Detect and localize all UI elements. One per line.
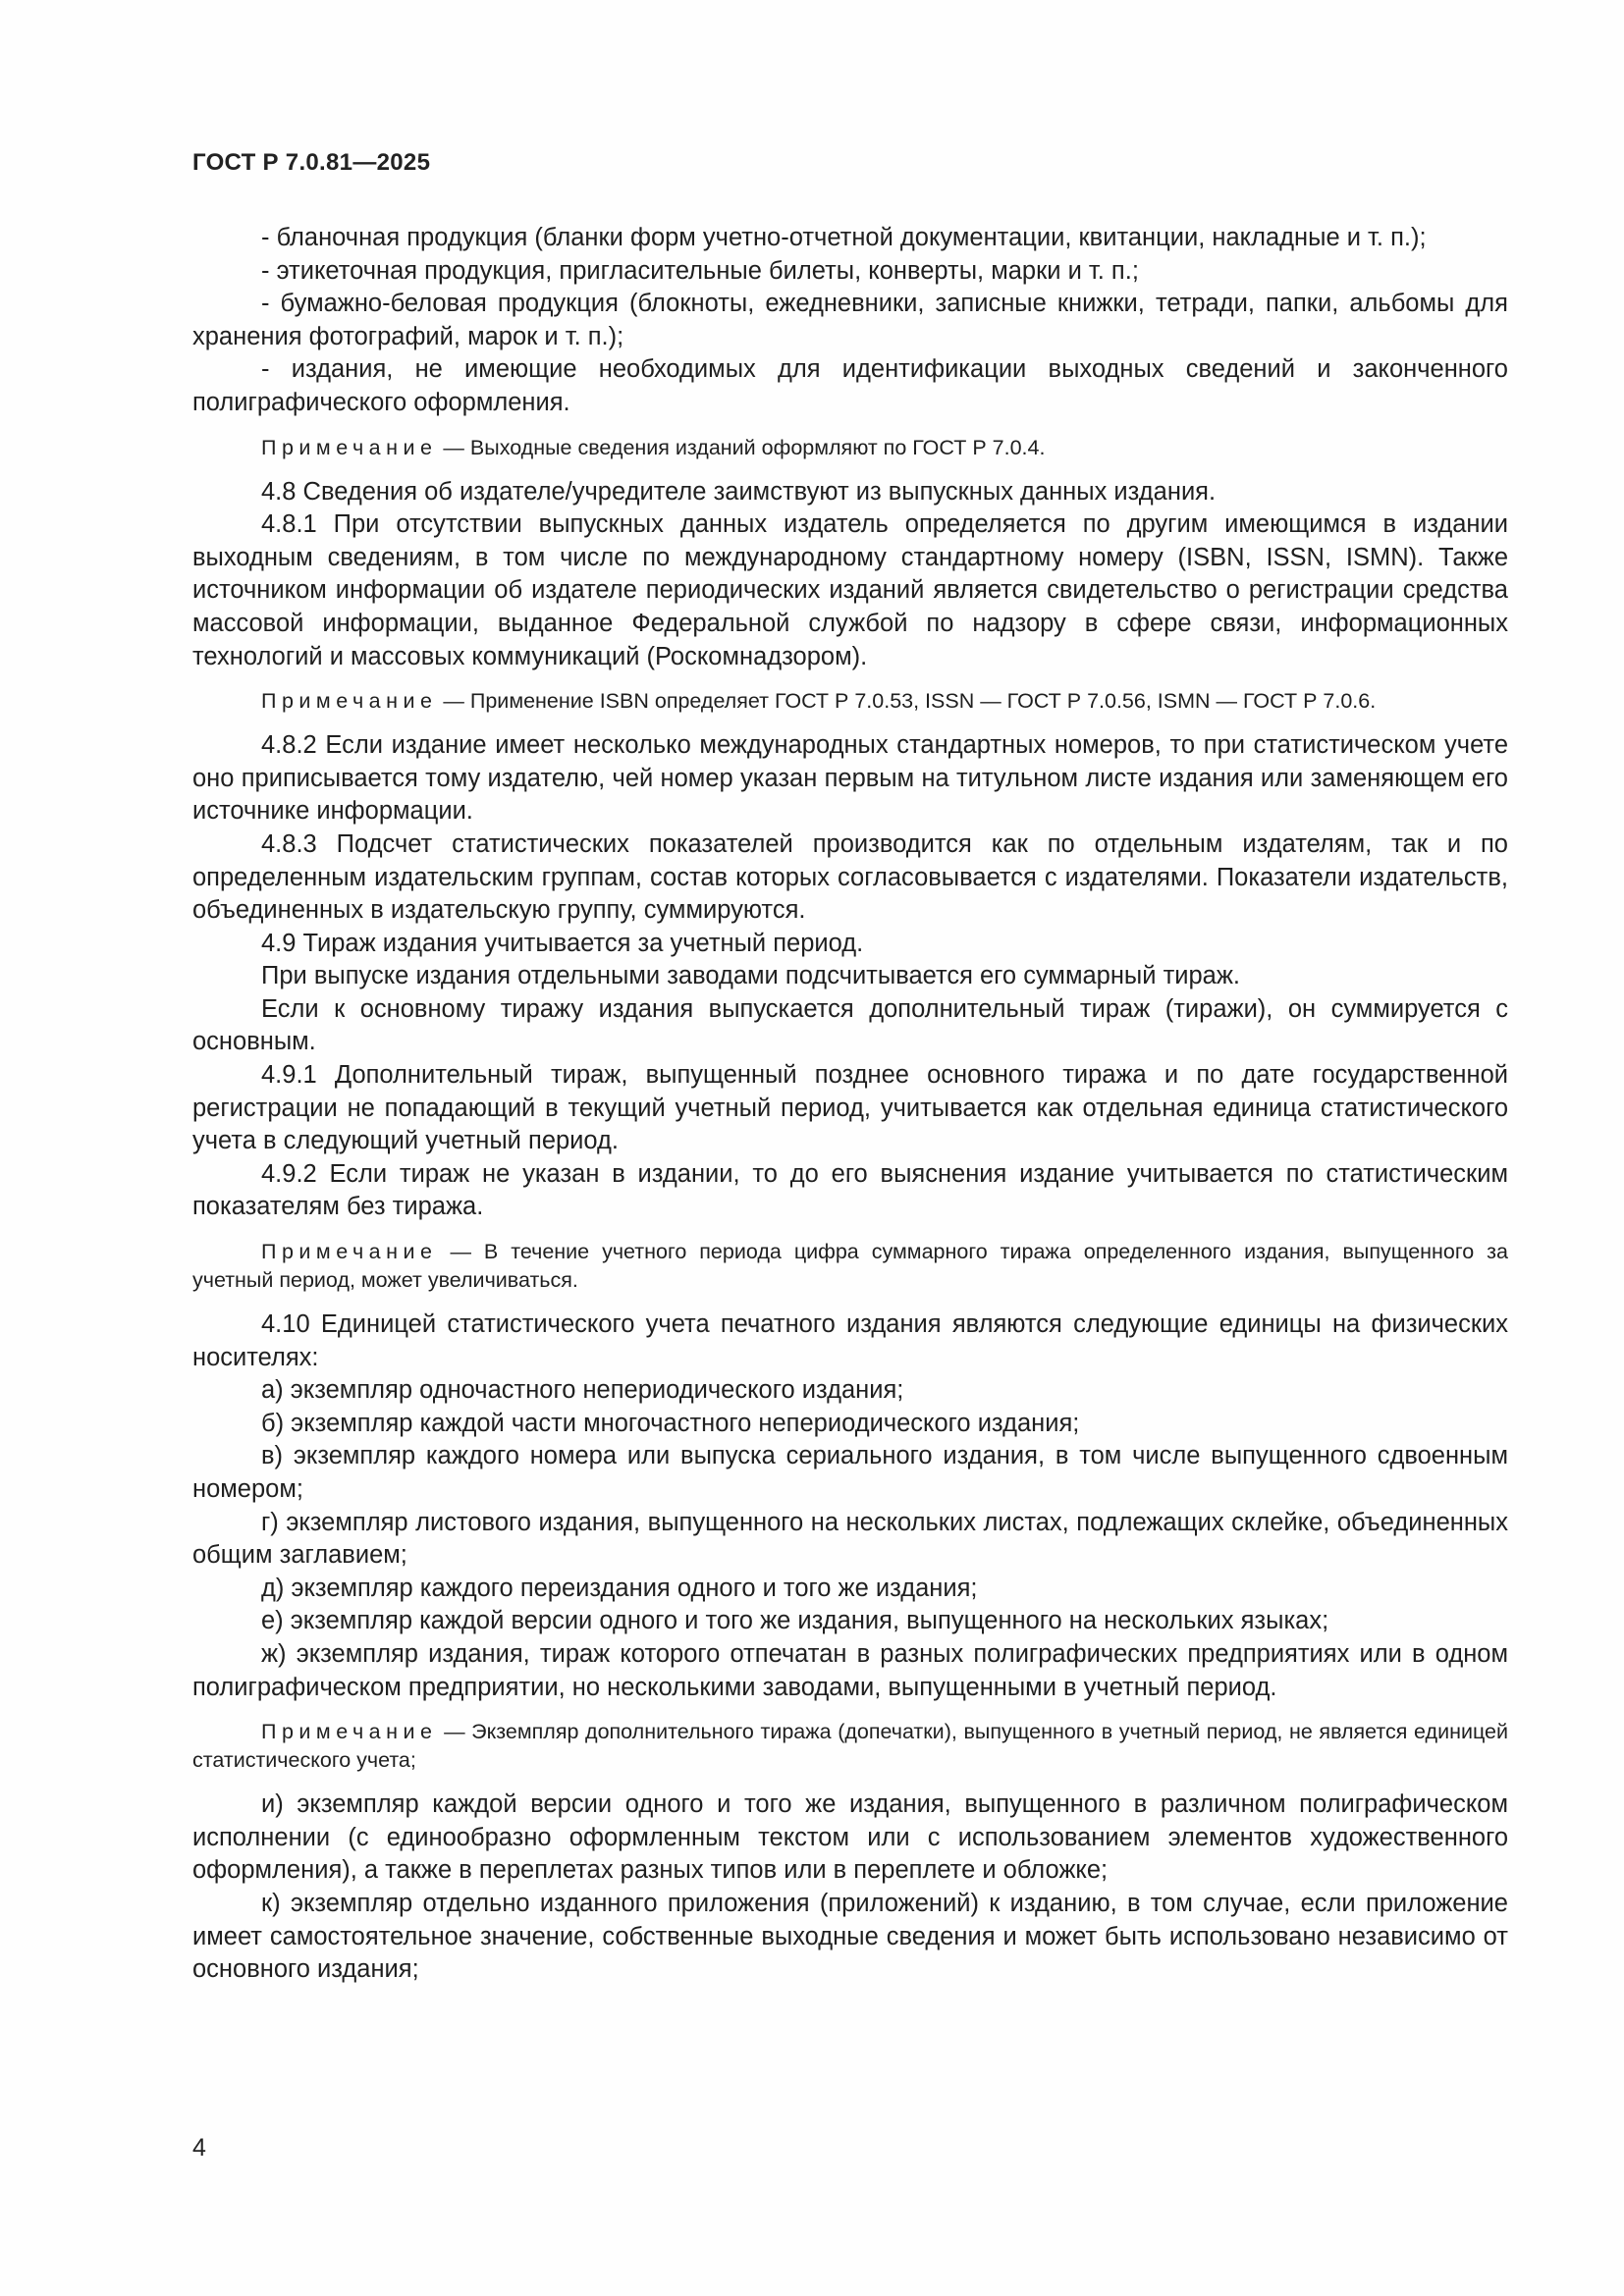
- list-item-paper-products: - бумажно-беловая продукция (блокноты, ежедневники, записные книжки, тетради, папки, альбомы для хранения фотографий, марок и т. п.);: [192, 290, 1508, 350]
- note-text: — Выходные сведения изданий оформляют по ГОСТ Р 7.0.4.: [437, 435, 1046, 459]
- clause-4-8-1: 4.8.1 При отсутствии выпускных данных издатель определяется по другим имеющимся в издании выходным сведениям, в том числе по международному стандартному номеру (ISBN, ISSN, ISMN). Также источником информации об издателе периодических изданий является свидетельство о регистрации средства массовой информации, выданное Федеральной службой по надзору в сфере связи, информационных технологий и массовых коммуникаций (Роскомнадзором).: [192, 510, 1508, 670]
- note-text: — Экземпляр дополнительного тиража (допечатки), выпущенного в учетный период, не является единицей статистического учета;: [192, 1720, 1508, 1773]
- clause-4-8: 4.8 Сведения об издателе/учредителе заимствуют из выпускных данных издания.: [261, 477, 1217, 506]
- clause-4-8-3: 4.8.3 Подсчет статистических показателей производится как по отдельным издателям, так и по определенным издательским группам, состав которых согласовывается с издателями. Показатели издательств, объединенных в издательскую группу, суммируются.: [192, 829, 1508, 925]
- list-item-b: б) экземпляр каждой части многочастного непериодического издания;: [261, 1409, 1080, 1437]
- list-item-zh: ж) экземпляр издания, тираж которого отпечатан в разных полиграфических предприятиях или в одном полиграфическом предприятии, но несколькими заводами, выпущенными в учетный период.: [192, 1639, 1508, 1701]
- list-item-i: и) экземпляр каждой версии одного и того же издания, выпущенного в различном полиграфическом исполнении (с единообразно оформленным текстом или с использованием элементов художественного оформления), а также в переплетах разных типов или в переплете и обложке;: [192, 1790, 1508, 1885]
- document-header: ГОСТ Р 7.0.81—2025: [192, 149, 431, 176]
- list-item-e: е) экземпляр каждой версии одного и того же издания, выпущенного на нескольких языках;: [261, 1607, 1329, 1635]
- list-item-blank-products: - бланочная продукция (бланки форм учетно-отчетной документации, квитанции, накладные и т. п.);: [261, 224, 1427, 251]
- note-paragraph: [192, 1238, 1508, 1295]
- list-item-a: а) экземпляр одночастного непериодического издания;: [261, 1376, 904, 1405]
- clause-4-9-text-1: При выпуске издания отдельными заводами подсчитывается его суммарный тираж.: [261, 962, 1241, 990]
- note-text: — Применение ISBN определяет ГОСТ Р 7.0.53, ISSN — ГОСТ Р 7.0.56, ISMN — ГОСТ Р 7.0.6.: [437, 689, 1377, 714]
- clause-4-8-2: 4.8.2 Если издание имеет несколько международных стандартных номеров, то при статистическом учете оно приписывается тому издателю, чей номер указан первым на титульном листе издания или заменяющем его источнике информации.: [192, 731, 1508, 826]
- note-text: — В течение учетного периода цифра суммарного тиража определенного издания, выпущенного за учетный период, может увеличиваться.: [192, 1240, 1508, 1293]
- note-label: Примечание: [261, 1240, 438, 1264]
- note-label: Примечание: [261, 689, 438, 714]
- clause-4-9-1: 4.9.1 Дополнительный тираж, выпущенный позднее основного тиража и по дате государственной регистрации не попадающий в текущий учетный период, учитывается как отдельная единица статистического учета в следующий учетный период.: [192, 1061, 1508, 1155]
- note-paragraph: [192, 1718, 1508, 1775]
- note-paragraph: [192, 687, 1508, 716]
- clause-4-9-2: 4.9.2 Если тираж не указан в издании, то до его выяснения издание учитывается по статистическим показателям без тиража.: [192, 1159, 1508, 1221]
- note-paragraph: [192, 434, 1508, 462]
- list-item-k: к) экземпляр отдельно изданного приложения (приложений) к изданию, в том случае, если приложение имеет самостоятельное значение, собственные выходные сведения и может быть использовано независимо от основного издания;: [192, 1889, 1508, 1984]
- page-number: 4: [192, 2134, 206, 2162]
- clause-4-10: 4.10 Единицей статистического учета печатного издания являются следующие единицы на физических носителях:: [192, 1310, 1508, 1371]
- document-body: [192, 222, 1508, 1987]
- list-item-g: г) экземпляр листового издания, выпущенного на нескольких листах, подлежащих склейке, объединенных общим заглавием;: [192, 1508, 1508, 1570]
- list-item-label-products: - этикеточная продукция, пригласительные билеты, конверты, марки и т. п.;: [261, 256, 1139, 285]
- note-label: Примечание: [261, 435, 438, 459]
- list-item-d: д) экземпляр каждого переиздания одного и того же издания;: [261, 1574, 978, 1602]
- list-item-unidentified-editions: - издания, не имеющие необходимых для идентификации выходных сведений и законченного полиграфического оформления.: [192, 355, 1508, 416]
- clause-4-9-text-2: Если к основному тиражу издания выпускается дополнительный тираж (тиражи), он суммируется с основным.: [192, 994, 1508, 1056]
- note-label: Примечание: [261, 1720, 438, 1744]
- clause-4-9: 4.9 Тираж издания учитывается за учетный период.: [261, 929, 864, 957]
- list-item-v: в) экземпляр каждого номера или выпуска сериального издания, в том числе выпущенного сдвоенным номером;: [192, 1442, 1508, 1503]
